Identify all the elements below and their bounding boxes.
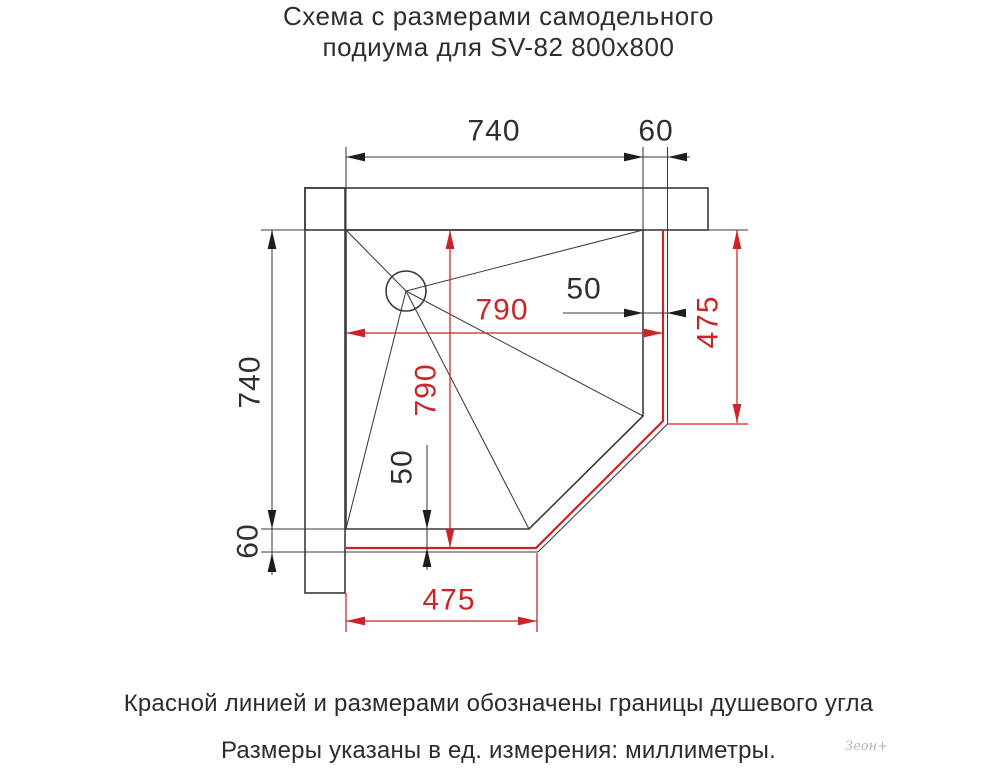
dim-corner-edge-right-label: 475 <box>691 295 725 349</box>
dim-inner-width-label: 790 <box>475 293 529 327</box>
dim-left-offset <box>232 523 347 572</box>
dim-top-offset <box>638 115 687 162</box>
page-title-line2: подиума для SV-82 800x800 <box>322 32 675 62</box>
page-title-line1: Схема с размерами самодельного <box>282 1 715 31</box>
top-wall <box>305 188 708 230</box>
dim-gap-bottom <box>386 445 432 570</box>
dim-left-offset-label: 60 <box>231 523 265 559</box>
dim-corner-edge-bottom <box>346 584 537 626</box>
dim-gap-bottom-label: 50 <box>385 449 419 485</box>
dim-gap-right-label: 50 <box>566 272 602 306</box>
note-red-line-meaning: Красной линией и размерами обозначены границы душевого угла <box>123 690 874 717</box>
dim-inner-height <box>410 230 455 548</box>
note-units: Размеры указаны в ед. измерения: миллиметры. <box>221 737 776 764</box>
dim-inner-height-label: 790 <box>409 363 443 417</box>
dim-left-height-label: 740 <box>233 355 267 409</box>
left-wall <box>305 188 345 593</box>
watermark: Зеон+ <box>845 739 889 754</box>
dim-inner-width <box>346 294 663 338</box>
dim-left-height <box>231 230 277 575</box>
dim-top-width-label: 740 <box>467 114 521 148</box>
dim-corner-edge-bottom-label: 475 <box>422 583 476 617</box>
outer-edge-line <box>261 230 668 552</box>
dim-top-offset-label: 60 <box>638 114 674 148</box>
dim-corner-edge-right <box>692 230 742 423</box>
